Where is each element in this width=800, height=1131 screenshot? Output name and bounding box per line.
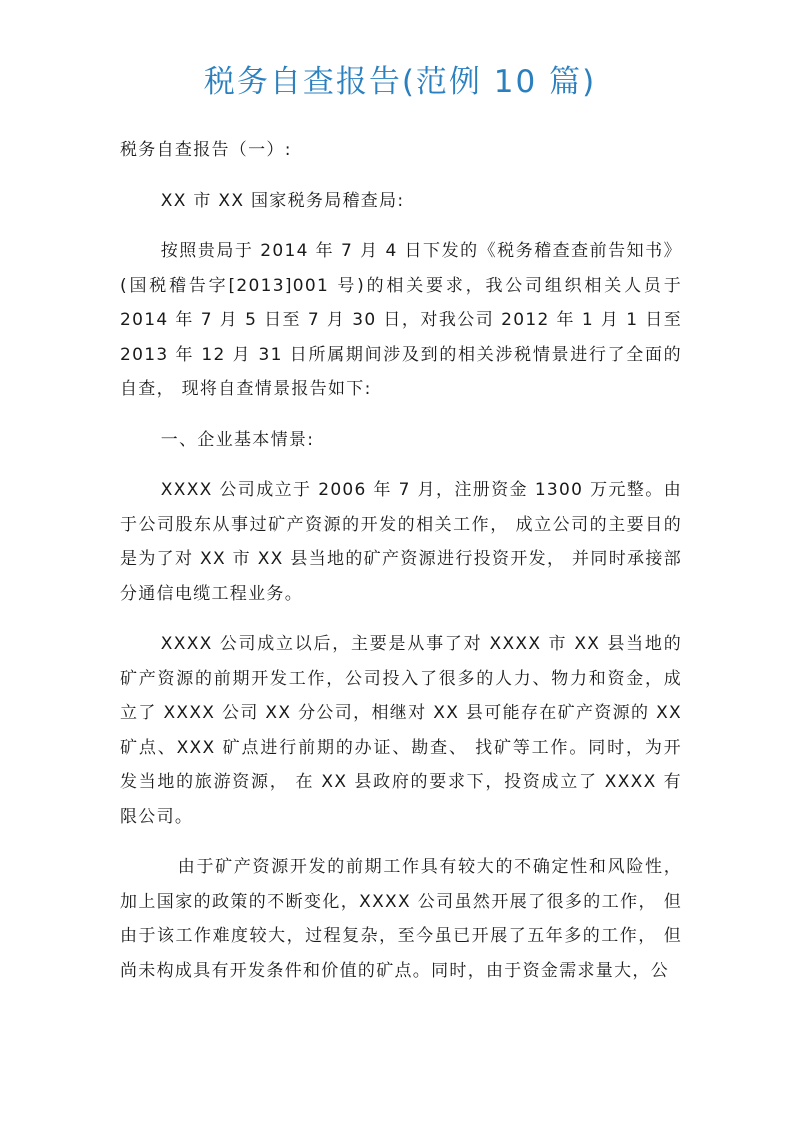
paragraph-intro: 按照贵局于 2014 年 7 月 4 日下发的《税务稽查查前告知书》(国税稽告字[2013]001 号)的相关要求，我公司组织相关人员于 2014 年 7 月 5 日至 7 月 30 日，对我公司 2012 年 1 月 1 日至 2013 年 12 月 31 日所属期间涉及到的相关涉税情景进行了全面的自查， 现将自查情景报告如下: <box>120 241 682 399</box>
document-title: 税务自查报告(范例 10 篇) <box>203 64 597 100</box>
paragraph-company-operations: XXXX 公司成立以后，主要是从事了对 XXXX 市 XX 县当地的矿产资源的前期开发工作，公司投入了很多的人力、物力和资金，成立了 XXXX 公司 XX 分公司，相继对 XX 县可能存在矿产资源的 XX 矿点、XXX 矿点进行前期的办证、勘查、 找矿等工作。同时，为开发当地的旅游资源， 在 XX 县政府的要求下，投资成立了 XXXX 有限公司。 <box>120 634 682 827</box>
subheading-basic-info: 一、企业基本情景: <box>160 429 315 450</box>
section-heading: 税务自查报告（一）: <box>120 140 292 160</box>
paragraph-risk: 由于矿产资源开发的前期工作具有较大的不确定性和风险性，加上国家的政策的不断变化，XXXX 公司虽然开展了很多的工作， 但由于该工作难度较大，过程复杂，至今虽已开展了五年多的工作， 但尚未构成具有开发条件和价值的矿点。同时，由于资金需求量大，公 <box>120 857 682 981</box>
document-body <box>120 133 682 988</box>
addressee-line: XX 市 XX 国家税务局稽查局: <box>160 190 405 211</box>
paragraph-company-founding: XXXX 公司成立于 2006 年 7 月，注册资金 1300 万元整。由于公司股东从事过矿产资源的开发的相关工作， 成立公司的主要目的是为了对 XX 市 XX 县当地的矿产资源进行投资开发， 并同时承接部分通信电缆工程业务。 <box>120 480 682 604</box>
